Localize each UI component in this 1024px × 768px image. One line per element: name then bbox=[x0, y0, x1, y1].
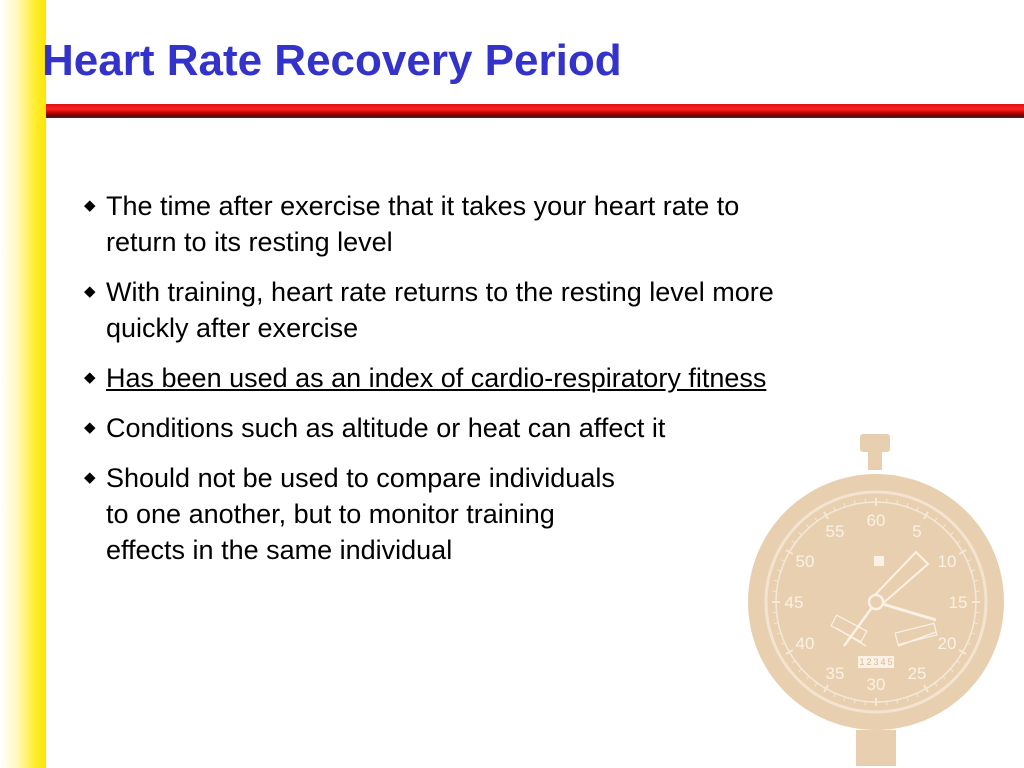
counter-digit: 1 bbox=[859, 657, 865, 667]
counter-digit: 2 bbox=[866, 657, 872, 667]
dial-number: 35 bbox=[825, 664, 845, 683]
counter-digit: 5 bbox=[887, 657, 893, 667]
dial-number: 50 bbox=[795, 552, 815, 571]
bullet-line: return to its resting level bbox=[106, 227, 393, 257]
counter-digit: 4 bbox=[880, 657, 886, 667]
bullet-line: effects in the same individual bbox=[106, 535, 453, 565]
bullet-line: to one another, but to monitor training bbox=[106, 499, 555, 529]
dial-number: 40 bbox=[795, 634, 815, 653]
bullet-line: quickly after exercise bbox=[106, 313, 359, 343]
stopwatch-bottom-tab bbox=[856, 730, 896, 766]
bullet-line: Conditions such as altitude or heat can affect it bbox=[106, 413, 666, 443]
bullet-line: Should not be used to compare individuals bbox=[106, 463, 615, 493]
bullet-line: The time after exercise that it takes your heart rate to bbox=[106, 191, 740, 221]
bullet-line: Has been used as an index of cardio-respiratory fitness bbox=[106, 363, 767, 393]
bullet-item bbox=[78, 188, 978, 260]
bullet-text bbox=[106, 188, 978, 260]
dial-number: 45 bbox=[784, 593, 804, 612]
bullet-item bbox=[78, 360, 978, 396]
title-divider bbox=[46, 104, 1024, 118]
bullet-text bbox=[106, 274, 978, 346]
bullet-item bbox=[78, 274, 978, 346]
dial-number: 60 bbox=[866, 511, 886, 530]
bullet-line: With training, heart rate returns to the resting level more bbox=[106, 277, 774, 307]
counter-digit: 3 bbox=[873, 657, 879, 667]
diamond-bullet-icon: ◆ bbox=[84, 197, 96, 214]
slide-title: Heart Rate Recovery Period bbox=[42, 36, 622, 85]
stopwatch-stem bbox=[868, 450, 882, 470]
bullet-text bbox=[106, 360, 978, 396]
dial-number: 55 bbox=[825, 522, 845, 541]
stopwatch-icon bbox=[748, 432, 1004, 768]
diamond-bullet-icon: ◆ bbox=[84, 469, 96, 486]
dial-number: 5 bbox=[912, 522, 922, 541]
dial-number: 10 bbox=[937, 552, 957, 571]
stopwatch-crown bbox=[860, 434, 890, 452]
dial-number: 25 bbox=[907, 664, 927, 683]
diamond-bullet-icon: ◆ bbox=[84, 283, 96, 300]
dial-number: 20 bbox=[937, 634, 957, 653]
side-stripe bbox=[0, 0, 46, 768]
stopwatch-counter bbox=[859, 657, 892, 667]
diamond-bullet-icon: ◆ bbox=[84, 419, 96, 436]
dial-number: 30 bbox=[866, 675, 886, 694]
diamond-bullet-icon: ◆ bbox=[84, 369, 96, 386]
dial-number: 15 bbox=[948, 593, 968, 612]
